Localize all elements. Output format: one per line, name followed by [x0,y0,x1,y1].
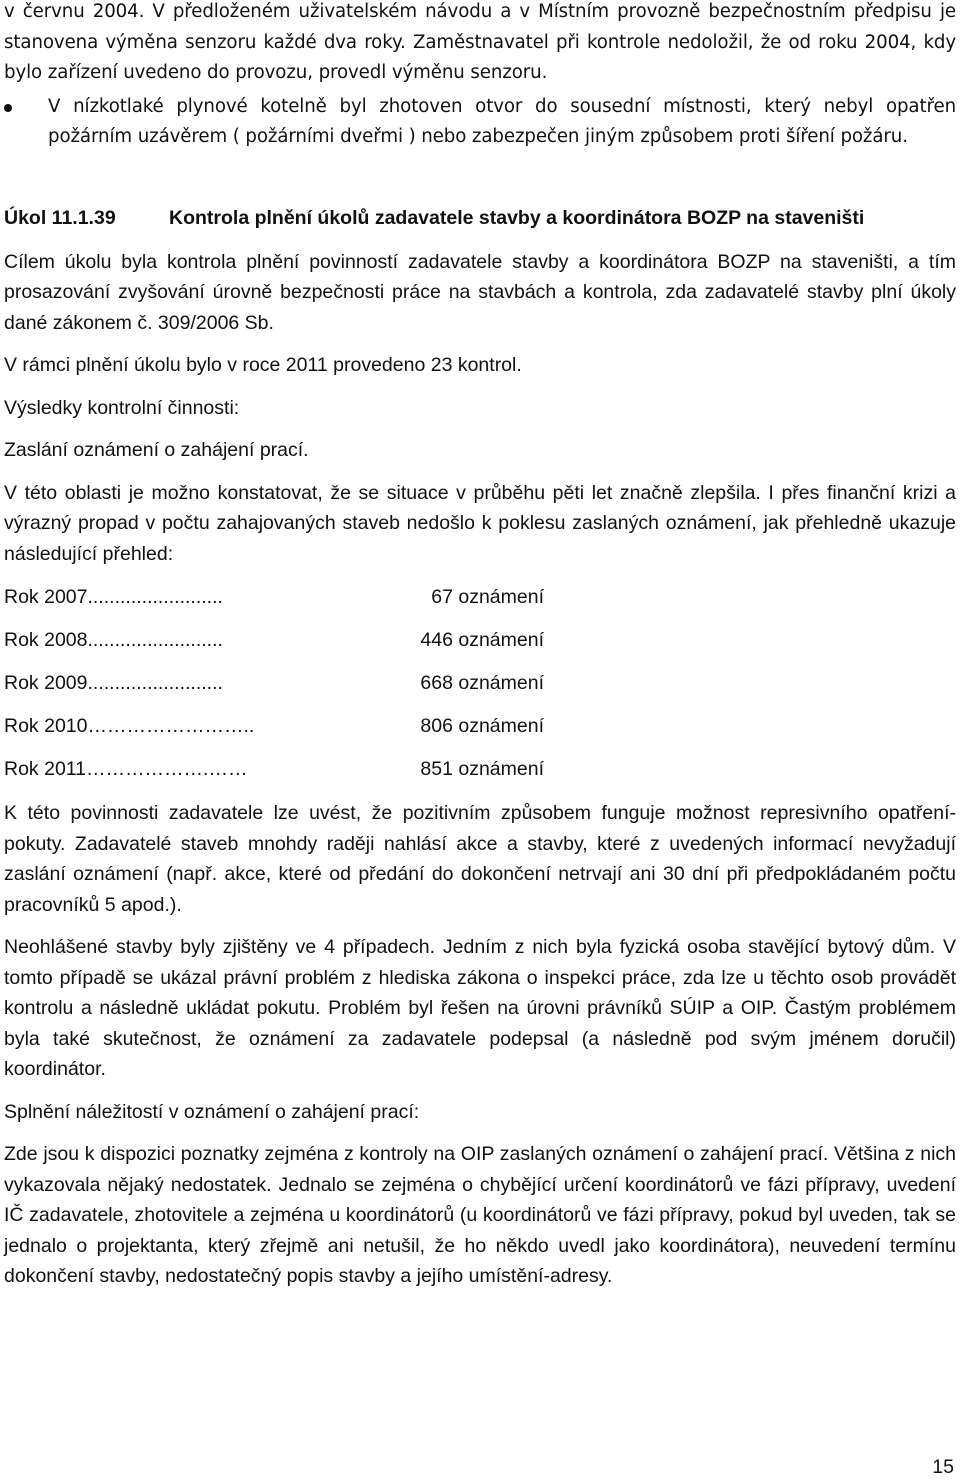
stat-year: Rok 2011……………….…… [4,758,248,780]
stat-year: Rok 2008......................... [4,629,223,651]
task-title: Kontrola plnění úkolů zadavatele stavby a koordinátora BOZP na staveništi [169,206,865,229]
stat-count: 446 oznámení [420,629,544,651]
stat-year: Rok 2009......................... [4,672,223,694]
list-item [4,582,956,612]
list-item [4,711,956,741]
paragraph-situation: V této oblasti je možno konstatovat, že se situace v průběhu pěti let značně zlepšila. I přes finanční krizi a výrazný propad v počtu zahajovaných staveb nedošlo k poklesu zaslaných oznámení, jak přehledně ukazuje následující přehled: [4,481,956,565]
intro-paragraph: v červnu 2004. V předloženém uživatelském návodu a v Místním provozně bezpečnostním předpisu je stanovena výměna senzoru každé dva roky. Zaměstnavatel při kontrole nedoložil, že od roku 2004, kdy bylo zařízení uvedeno do provozu, provedl výměnu senzoru. [4,1,956,83]
stat-count: 806 oznámení [420,715,544,737]
paragraph-unreported: Neohlášené stavby byly zjištěny ve 4 případech. Jedním z nich byla fyzická osoba stavějící bytový dům. V tomto případě se ukázal právní problém z hlediska zákona o inspekci práce, zda lze u těchto osob provádět kontrolu a následně ukládat pokutu. Problém byl řešen na úrovni právníků SÚIP a OIP. Častým problémem byla také skutečnost, že oznámení za zadavatele podepsal (a následně pod svým jménem doručil) koordinátor. [4,936,956,1080]
list-item [4,625,956,655]
list-item [4,754,956,784]
stat-year: Rok 2010…………………….. [4,715,255,737]
stats-list [4,582,956,784]
page-number: 15 [932,1456,954,1478]
paragraph-requirements-label: Splnění náležitostí v oznámení o zahájení prací: [4,1100,420,1123]
stat-count: 67 oznámení [431,586,544,608]
stat-count: 668 oznámení [420,672,544,694]
stat-count: 851 oznámení [420,758,544,780]
paragraph-penalty: K této povinnosti zadavatele lze uvést, že pozitivním způsobem funguje možnost represivního opatření-pokuty. Zadavatelé staveb mnohdy raději nahlásí akce a stavby, které z uvedených informací nevyžadují zaslání oznámení (např. akce, které od předání do dokončení netrvají ani 30 dní při předpokládaném počtu pracovníků 5 apod.). [4,802,956,916]
stat-year: Rok 2007......................... [4,586,223,608]
task-number: Úkol 11.1.39 [4,206,116,229]
paragraph-goal: Cílem úkolu byla kontrola plnění povinností zadavatele stavby a koordinátora BOZP na staveništi, a tím prosazování zvyšování úrovně bezpečnosti práce na stavbách a kontrola, zda zadavatelé stavby plní úkoly dané zákonem č. 309/2006 Sb. [4,250,956,334]
bullet-list-item [4,92,956,153]
document-page [4,0,956,1292]
paragraph-findings: Zde jsou k dispozici poznatky zejména z kontroly na OIP zaslaných oznámení o zahájení prací. Většina z nich vykazovala nějaký nedostatek. Jednalo se zejména o chybějící určení koordinátorů ve fázi přípravy, uvedení IČ zadavatele, zhotovitele a zejména u koordinátorů (u koordinátorů ve fázi přípravy, pokud byl uveden, tak se jednalo o projektanta, který zřejmě ani netušil, že ho někdo uvedl jako koordinátora), neuvedení termínu dokončení stavby, nedostatečný popis stavby a jejího umístění-adresy. [4,1143,956,1287]
paragraph-controls-count: V rámci plnění úkolu bylo v roce 2011 provedeno 23 kontrol. [4,354,522,376]
paragraph-results-label: Výsledky kontrolní činnosti: [4,396,240,419]
task-heading [4,203,956,233]
paragraph-notice-heading: Zaslání oznámení o zahájení prací. [4,439,309,461]
bullet-text: V nízkotlaké plynové kotelně byl zhotoven otvor do sousední místnosti, který nebyl opatřen požárním uzávěrem ( požárními dveřmi ) nebo zabezpečen jiným způsobem proti šíření požáru. [48,95,956,147]
bullet-icon [4,104,12,112]
list-item [4,668,956,698]
